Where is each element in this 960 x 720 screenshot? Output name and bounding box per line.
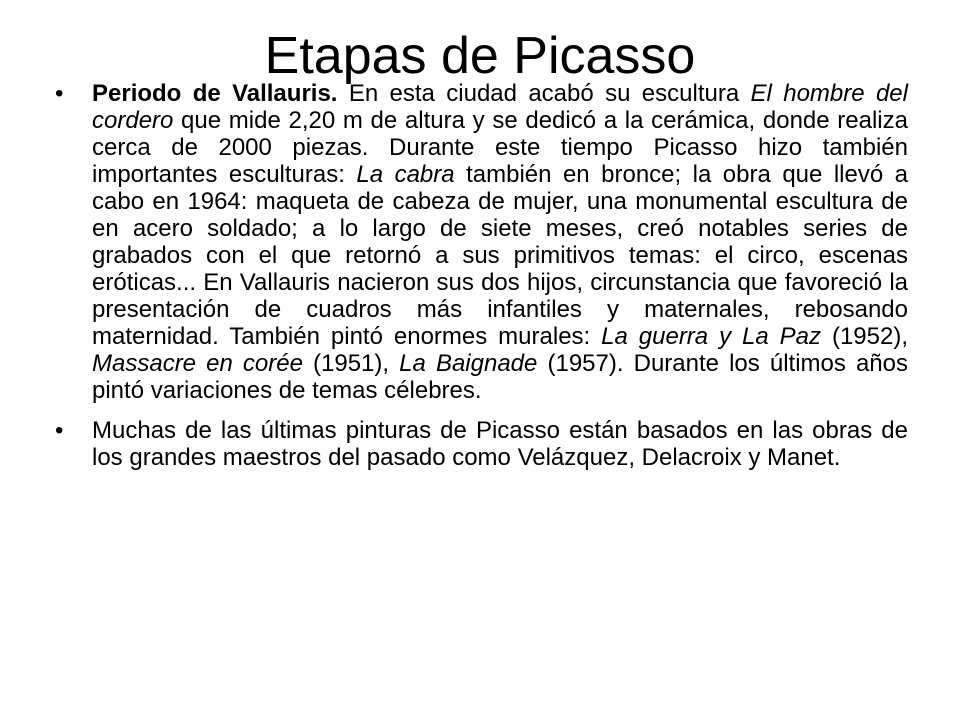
slide-title: Etapas de Picasso (264, 27, 696, 85)
bullet-list (55, 80, 908, 484)
bullet-text (92, 417, 908, 471)
italic-text: La cabra (356, 161, 455, 188)
body-text: (1952), (821, 323, 908, 350)
bullet-marker: • (55, 417, 64, 444)
body-text: (1957). Durante los últimos años pintó variaciones de temas célebres. (92, 350, 909, 404)
body-text: Muchas de las últimas pinturas de Picasso están basados en las obras de los grandes maestros del pasado como Velázquez, Delacroix y Manet. (92, 417, 908, 471)
bullet-item (55, 80, 908, 404)
body-text: En esta ciudad acabó su escultura (337, 80, 751, 107)
italic-text: La guerra y La Paz (601, 323, 822, 350)
body-text: (1951), (302, 350, 400, 377)
italic-text: Massacre en corée (92, 350, 303, 377)
italic-text: El hombre del cordero (92, 80, 908, 134)
bold-text: Periodo de Vallauris. (92, 80, 338, 107)
bullet-marker: • (55, 80, 64, 107)
italic-text: La Baignade (399, 350, 538, 377)
bullet-text (92, 80, 908, 404)
bullet-item (55, 417, 908, 471)
body-text: que mide 2,20 m de altura y se dedicó a la cerámica, donde realiza cerca de 2000 piezas. Durante este tiempo Picasso hizo también importantes esculturas: (92, 107, 908, 188)
body-text: también en bronce; la obra que llevó a cabo en 1964: maqueta de cabeza de mujer, una monumental escultura de en acero soldado; a lo largo de siete meses, creó notables series de grabados con el que retornó a sus primitivos temas: el circo, escenas eróticas... En Vallauris nacieron sus dos hijos, circunstancia que favoreció la presentación de cuadros más infantiles y maternales, rebosando maternidad. También pintó enormes murales: (92, 161, 909, 350)
